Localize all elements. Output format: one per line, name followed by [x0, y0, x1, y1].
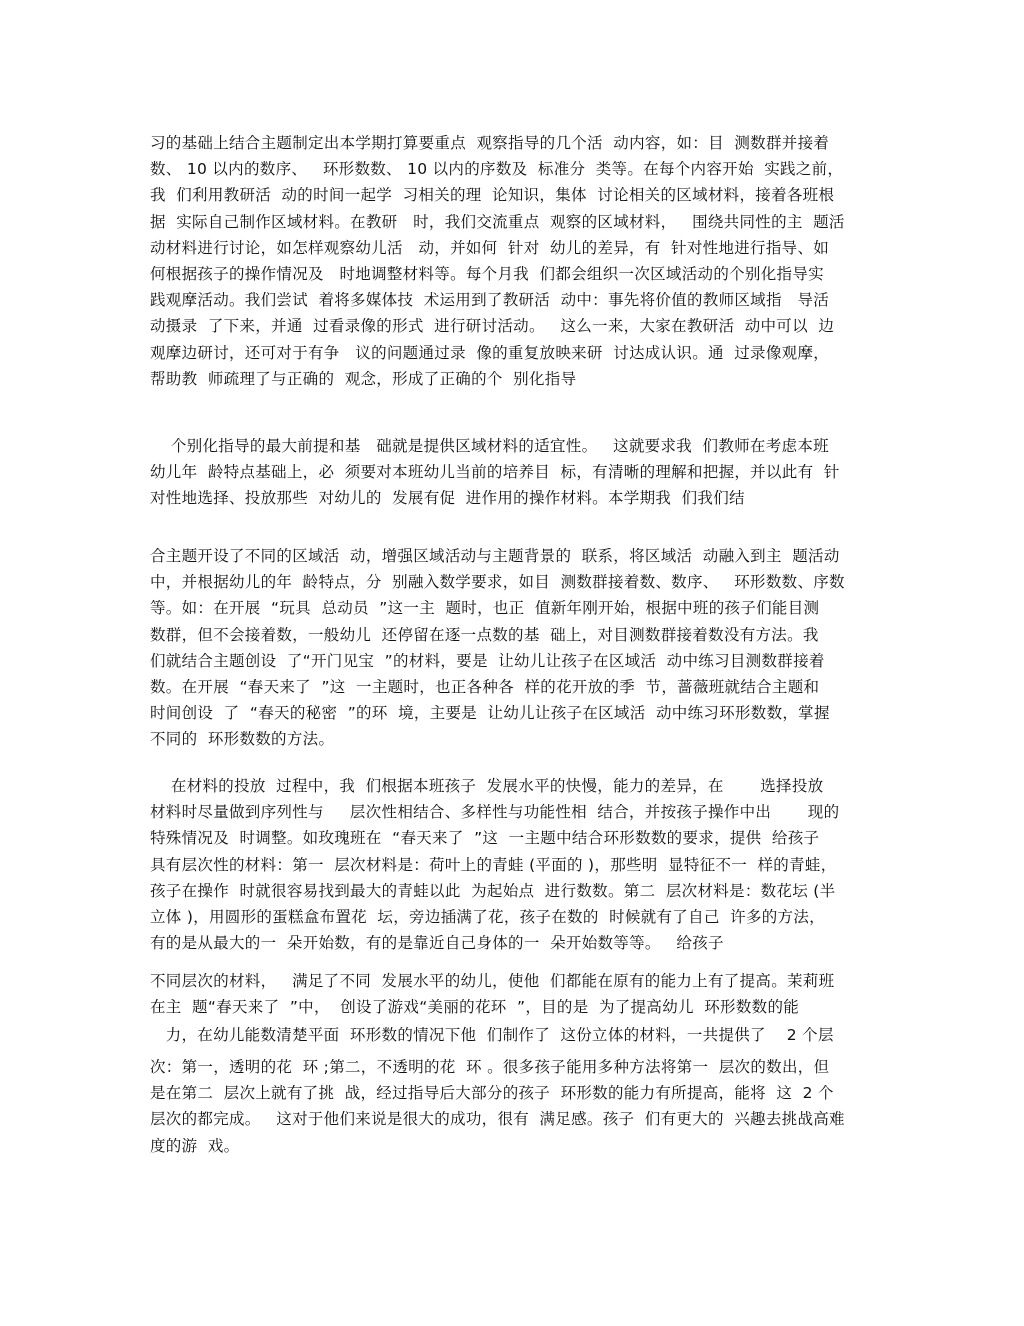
text-line: 力，在幼儿能数清楚平面 环形数的情况下他 们制作了 这份立体的材料，一共提供了 2 个层	[150, 1026, 834, 1044]
paragraph-7	[150, 1054, 870, 1159]
text-line: 观摩边研讨，还可对于有争 议的问题通过录 像的重复放映来研 讨达成认识。通 过录像观摩，	[150, 343, 830, 362]
text-line: 幼儿年 龄特点基础上，必 须要对本班幼儿当前的培养目 标，有清晰的理解和把握，并以此有 针	[150, 463, 840, 482]
text-line: 动摄录 了下来，并通 过看录像的形式 进行研讨活动。 这么一来，大家在教研活 动中可以 边	[150, 317, 835, 336]
text-line: 数。在开展 “春天来了 ”这 一主题时，也正各种各 样的花开放的季 节，蔷薇班就结合主题和	[150, 677, 820, 696]
text-line: 有的是从最大的一 朵开始数，有的是靠近自己身体的一 朵开始数等等。 给孩子	[150, 934, 724, 953]
text-line: 对性地选择、投放那些 对幼儿的 发展有促 进作用的操作材料。本学期我 们我们结	[150, 489, 745, 508]
text-line: 们就结合主题创设 了“开门见宝 ”的材料，要是 让幼儿让孩子在区域活 动中练习目测数群接着	[150, 651, 825, 670]
text-line: 习的基础上结合主题制定出本学期打算要重点 观察指导的几个活 动内容，如：目 测数群并接着	[150, 134, 830, 152]
text-line: 据 实际自己制作区域材料。在教研 时，我们交流重点 观察的区域材料， 围绕共同性的主 题活	[150, 212, 845, 231]
paragraph-3	[150, 543, 870, 753]
text-line: 立体 )，用圆形的蛋糕盒布置花 坛，旁边插满了花，孩子在数的 时候就有了自己 许多的方法，	[150, 907, 825, 926]
text-line: 我 们利用教研活 动的时间一起学 习相关的理 论知识，集体 讨论相关的区域材料，接着各班根	[150, 186, 835, 205]
text-line: 动材料进行讨论，如怎样观察幼儿活 动，并如何 针对 幼儿的差异，有 针对性地进行指导、如	[150, 238, 830, 257]
text-line: 数、 10 以内的数序、 环形数数、 10 以内的序数及 标准分 类等。在每个内容开始 实践之前，	[150, 160, 844, 179]
text-line: 在材料的投放 过程中，我 们根据本班孩子 发展水平的快慢，能力的差异，在 选择投放	[150, 777, 824, 795]
text-line: 践观摩活动。我们尝试 着将多媒体技 术运用到了教研活 动中：事先将价值的教师区域指 导活	[150, 291, 830, 310]
text-line: 度的游 戏。	[150, 1136, 240, 1155]
text-line: 时间创设 了 “春天的秘密 ”的环 境，主要是 让幼儿让孩子在区域活 动中练习环形数数，掌握	[150, 704, 830, 723]
text-line: 等。如：在开展 “玩具 总动员 ”这一主 题时，也正 值新年刚开始，根据中班的孩子们能目测	[150, 599, 820, 618]
text-line: 次：第一，透明的花 环 ;第二，不透明的花 环 。很多孩子能用多种方法将第一 层次的数出，但	[150, 1058, 830, 1076]
text-line: 特殊情况及 时调整。如玫瑰班在 “春天来了 ”这 一主题中结合环形数数的要求，提供 给孩子	[150, 829, 820, 848]
text-line: 个别化指导的最大前提和基 础就是提供区域材料的适宜性。 这就要求我 们教师在考虑本班	[150, 437, 829, 455]
text-line: 层次的都完成。 这对于他们来说是很大的成功，很有 满足感。孩子 们有更大的 兴趣去挑战高难	[150, 1110, 845, 1129]
paragraph-4	[150, 773, 870, 956]
text-line: 材料时尽量做到序列性与 层次性相结合、多样性与功能性相 结合，并按孩子操作中出 现的	[150, 803, 840, 822]
text-line: 合主题开设了不同的区域活 动，增强区域活动与主题背景的 联系，将区域活 动融入到主 题活动	[150, 547, 840, 565]
paragraph-2	[150, 433, 870, 512]
text-line: 是在第二 层次上就有了挑 战，经过指导后大部分的孩子 环形数的能力有所提高，能将 这 2 个	[150, 1084, 834, 1103]
text-line: 不同的 环形数数的方法。	[150, 730, 335, 749]
text-line: 数群，但不会接着数，一般幼儿 还停留在逐一点数的基 础上，对目测数群接着数没有方法。我	[150, 625, 819, 644]
text-line: 在主 题“春天来了 ”中， 创设了游戏“美丽的花环 ”，目的是 为了提高幼儿 环形数数的能	[150, 998, 800, 1017]
text-line: 孩子在操作 时就很容易找到最大的青蛙以此 为起始点 进行数数。第二 层次材料是：数花坛 (半	[150, 881, 836, 900]
text-line: 帮助教 师疏理了与正确的 观念，形成了正确的个 别化指导	[150, 369, 577, 388]
paragraph-6	[150, 1022, 870, 1048]
paragraph-5	[150, 968, 870, 1020]
paragraph-1	[150, 130, 870, 392]
text-line: 不同层次的材料， 满足了不同 发展水平的幼儿，使他 们都能在原有的能力上有了提高。茉莉班	[150, 972, 835, 990]
text-line: 中，并根据幼儿的年 龄特点，分 别融入数学要求，如目 测数群接着数、数序、 环形数数、序数	[150, 573, 845, 592]
text-line: 具有层次性的材料：第一 层次材料是：荷叶上的青蛙 (平面的 )，那些明 显特征不一 样的青蛙，	[150, 855, 837, 874]
text-line: 何根据孩子的操作情况及 时地调整材料等。每个月我 们都会组织一次区域活动的个别化指导实	[150, 264, 824, 283]
